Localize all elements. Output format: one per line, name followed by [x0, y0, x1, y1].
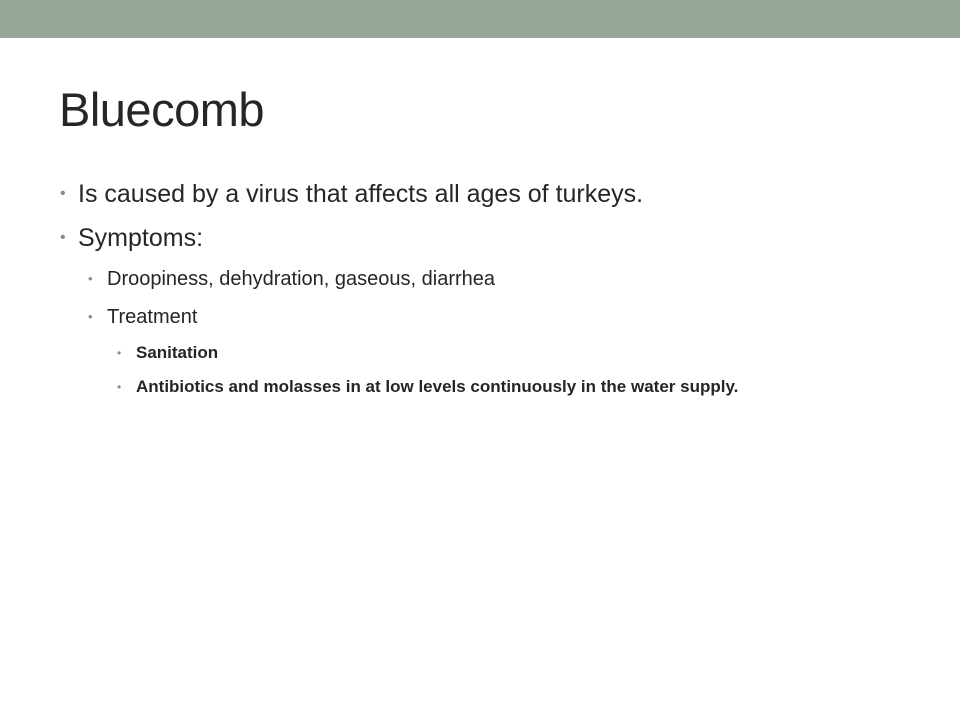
bullet-dot-icon: • — [60, 185, 66, 202]
top-accent-bar — [0, 0, 960, 38]
bullet-dot-icon: • — [88, 271, 93, 286]
sub-sub-bullet-item — [117, 339, 920, 367]
sub-bullet-item — [88, 260, 920, 298]
sub-bullet-item — [88, 298, 920, 336]
bullet-text: Is caused by a virus that affects all ages of turkeys. — [78, 180, 644, 208]
slide-title: Bluecomb — [59, 83, 264, 136]
bullet-item — [60, 216, 920, 260]
bullet-text: Symptoms: — [78, 224, 204, 252]
bullet-item — [60, 172, 920, 216]
bullet-dot-icon: • — [88, 309, 93, 324]
sub-bullet-text: Treatment — [107, 306, 198, 328]
bullet-dot-icon: • — [117, 346, 122, 360]
bullet-dot-icon: • — [60, 229, 66, 246]
sub-sub-bullet-text: Sanitation — [136, 343, 219, 362]
bullet-dot-icon: • — [117, 380, 122, 394]
sub-bullet-text: Droopiness, dehydration, gaseous, diarrhea — [107, 268, 496, 290]
sub-sub-bullet-text: Antibiotics and molasses in at low levels continuously in the water supply. — [136, 377, 739, 396]
sub-sub-bullet-item — [117, 373, 920, 401]
slide-body — [60, 172, 920, 401]
